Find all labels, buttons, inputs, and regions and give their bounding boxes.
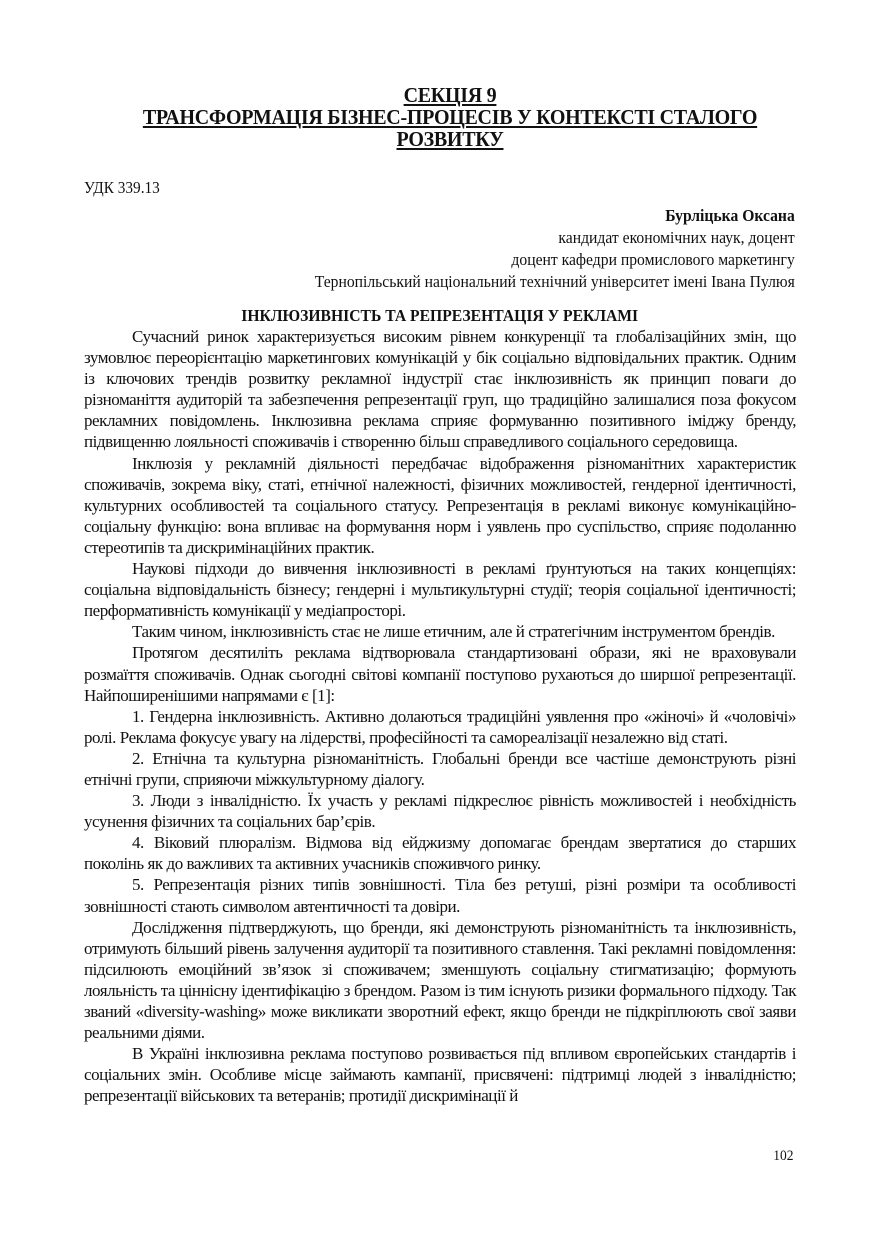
list-item: 4. Віковий плюралізм. Відмова від ейджизму допомагає брендам звертатися до старших поколінь як до важливих та активних учасників споживчого ринку. xyxy=(84,833,796,874)
author-affiliation: Тернопільський національний технічний університет імені Івана Пулюя xyxy=(314,272,795,291)
author-degree: кандидат економічних наук, доцент xyxy=(558,228,795,247)
list-item: 5. Репрезентація різних типів зовнішності. Тіла без ретуші, різні розміри та особливості зовнішності стають символом автентичності та довіри. xyxy=(84,875,796,916)
author-position: доцент кафедри промислового маркетингу xyxy=(511,250,795,269)
section-number: СЕКЦІЯ 9 xyxy=(403,83,497,107)
paragraph: Інклюзія у рекламній діяльності передбачає відображення різноманітних характеристик споживачів, зокрема віку, статі, етнічної належності, фізичних можливостей, гендерної ідентичності, культурних особливостей та соціального статусу. Репрезентація в рекламі виконує комунікаційно-соціальну функцію: вона впливає на формування норм і уявлень про суспільство, сприяє подоланню стереотипів та дискримінаційних практик. xyxy=(84,453,796,557)
list-item: 3. Люди з інвалідністю. Їх участь у рекламі підкреслює рівність можливостей і необхідність усунення фізичних та соціальних бар’єрів. xyxy=(84,791,796,832)
author-name: Бурліцька Оксана xyxy=(665,206,795,225)
article-title-text: ІНКЛЮЗИВНІСТЬ ТА РЕПРЕЗЕНТАЦІЯ У РЕКЛАМІ xyxy=(241,306,639,325)
section-heading xyxy=(134,84,766,150)
article-title xyxy=(84,306,796,326)
author-block xyxy=(273,205,795,293)
paragraph: В Україні інклюзивна реклама поступово розвивається під впливом європейських стандартів і соціальних змін. Особливе місце займають кампанії, присвячені: підтримці людей з інвалідністю; репрезентації військових та ветеранів; протидії дискримінації й xyxy=(84,1044,796,1106)
list-item: 1. Гендерна інклюзивність. Активно долаються традиційні уявлення про «жіночі» й «чоловічі» ролі. Реклама фокусує увагу на лідерстві, професійності та самореалізації незалежно від статі. xyxy=(84,706,796,747)
paragraph: Наукові підходи до вивчення інклюзивності в рекламі ґрунтуються на таких концепціях: соціальна відповідальність бізнесу; гендерні і мультикультурні студії; теорія соціальної ідентичності; перформативність комунікації у медіапросторі. xyxy=(84,559,796,621)
page-number: 102 xyxy=(772,1148,793,1164)
article-body xyxy=(84,326,796,1106)
paragraph: Протягом десятиліть реклама відтворювала стандартизовані образи, які не враховували розмаїття споживачів. Однак сьогодні світові компанії поступово рухаються до ширшої репрезентації. Найпоширенішими напрямами є [1]: xyxy=(84,643,796,705)
list-item: 2. Етнічна та культурна різноманітність. Глобальні бренди все частіше демонструють різні етнічні групи, сприяючи міжкультурному діалогу. xyxy=(84,748,796,789)
paragraph: Сучасний ринок характеризується високим рівнем конкуренції та глобалізаційних змін, що зумовлює переорієнтацію маркетингових комунікацій у бік соціально відповідальних практик. Одним із ключових трендів розвитку рекламної індустрії стає інклюзивність як принцип поваги до різноманіття аудиторій та забезпечення репрезентації груп, що традиційно залишалися поза фокусом рекламних повідомлень. Інклюзивна реклама сприяє формуванню позитивного іміджу бренду, підвищенню лояльності споживачів і створенню більш справедливого соціального середовища. xyxy=(84,327,796,452)
paragraph: Дослідження підтверджують, що бренди, які демонструють різноманітність та інклюзивність, отримують більший рівень залучення аудиторії та позитивного ставлення. Такі рекламні повідомлення: підсилюють емоційний зв’язок зі споживачем; зменшують соціальну стигматизацію; формують лояльність та ціннісну ідентифікацію з брендом. Разом із тим існують ризики формального підходу. Так званий «diversity-washing» може викликати зворотний ефект, якщо бренди не підкріплюють свої заяви реальними діями. xyxy=(84,917,796,1043)
udk-code: УДК 339.13 xyxy=(84,178,160,197)
paragraph: Таким чином, інклюзивність стає не лише етичним, але й стратегічним інструментом брендів. xyxy=(132,622,775,642)
section-title-line-1: ТРАНСФОРМАЦІЯ БІЗНЕС-ПРОЦЕСІВ У КОНТЕКСТІ СТАЛОГО xyxy=(142,105,758,129)
section-title-line-2: РОЗВИТКУ xyxy=(396,127,504,151)
